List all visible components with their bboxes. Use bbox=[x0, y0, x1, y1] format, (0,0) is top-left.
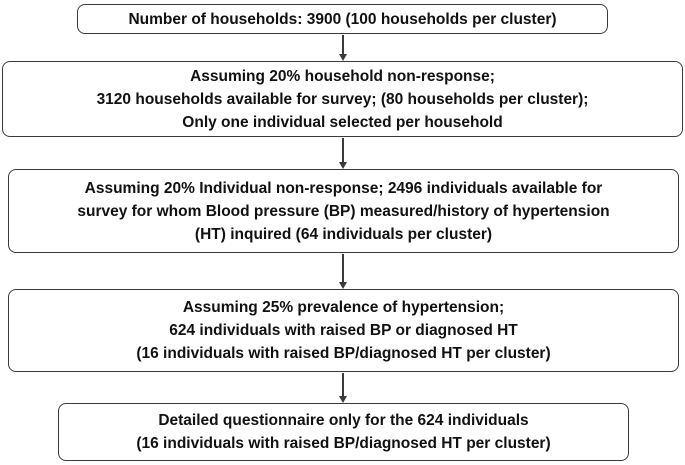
flow-box-detailed-questionnaire bbox=[58, 403, 629, 461]
flow-box-hypertension-prevalence bbox=[8, 289, 679, 372]
box-text-line: Assuming 20% Individual non-response; 2496 individuals available for bbox=[84, 179, 603, 197]
box-text-line: Assuming 25% prevalence of hypertension; bbox=[182, 299, 505, 316]
box-text-line: 624 individuals with raised BP or diagnosed HT bbox=[169, 322, 518, 339]
box-text-line: (16 individuals with raised BP/diagnosed HT per cluster) bbox=[136, 435, 551, 452]
box-text-line: Detailed questionnaire only for the 624 individuals bbox=[158, 412, 529, 429]
box-text-line: Assuming 20% household non-response; bbox=[190, 67, 495, 85]
box-text-line: Number of households: 3900 (100 households per cluster) bbox=[128, 10, 557, 28]
box-text-line: survey for whom Blood pressure (BP) measured/history of hypertension bbox=[77, 202, 610, 220]
box-text-line: 3120 households available for survey; (80 households per cluster); bbox=[96, 90, 589, 108]
flow-box-household-nonresponse bbox=[2, 61, 683, 137]
box-text-line: (16 individuals with raised BP/diagnosed HT per cluster) bbox=[136, 345, 551, 362]
box-text-line: Only one individual selected per household bbox=[182, 113, 503, 131]
box-text-line: (HT) inquired (64 individuals per cluster) bbox=[194, 225, 493, 243]
flow-box-individual-nonresponse bbox=[8, 169, 679, 253]
flow-box-households bbox=[77, 4, 608, 34]
